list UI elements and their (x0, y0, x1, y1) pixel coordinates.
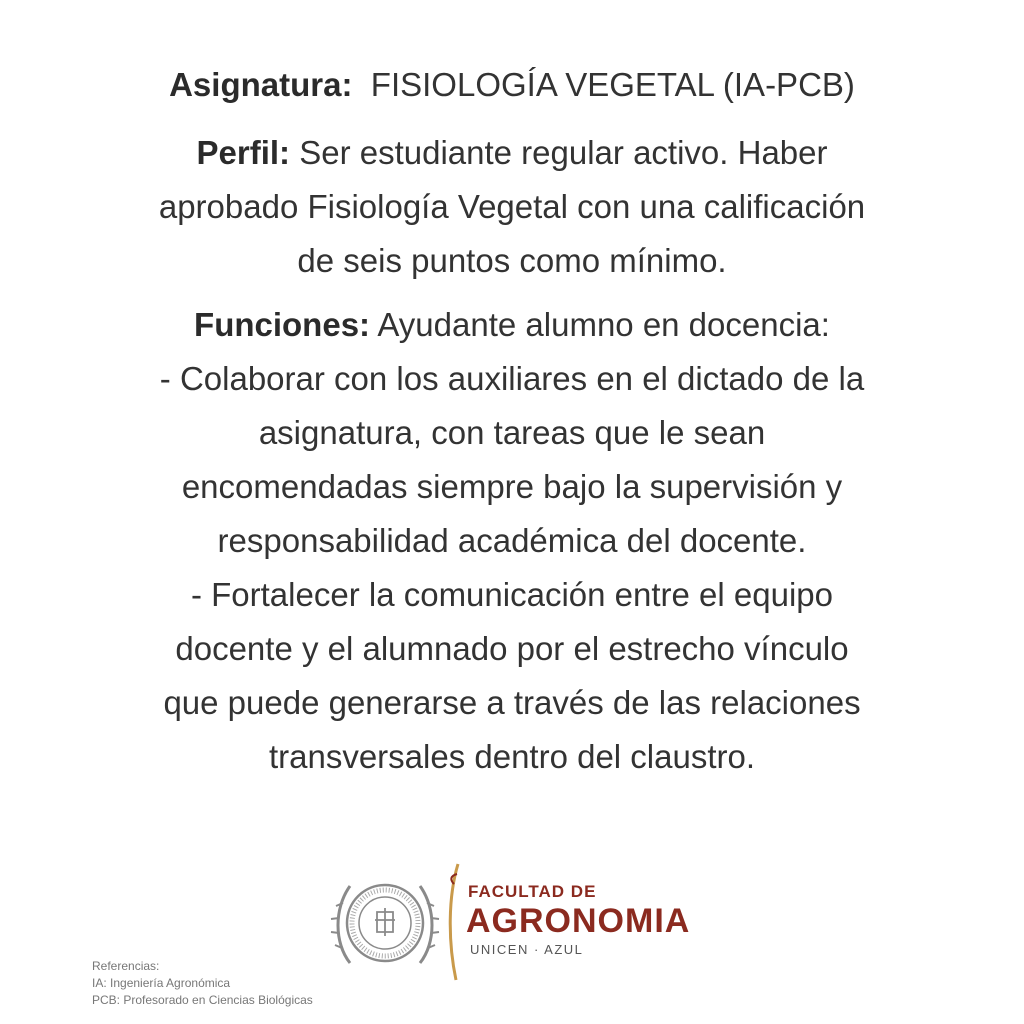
functions-line: - Colaborar con los auxiliares en el dictado de la (159, 360, 865, 397)
faculty-subtitle: UNICEN · AZUL (470, 942, 584, 957)
profile-line: aprobado Fisiología Vegetal con una calificación (158, 188, 866, 225)
reference-item: PCB: Profesorado en Ciencias Biológicas (92, 993, 313, 1007)
references-title: Referencias: (92, 959, 160, 973)
functions-label: Funciones: (194, 306, 371, 343)
profile-label: Perfil: (196, 134, 291, 171)
profile-line: de seis puntos como mínimo. (297, 242, 727, 279)
functions-line: que puede generarse a través de las relaciones (163, 684, 861, 721)
functions-line: docente y el alumnado por el estrecho vínculo (175, 630, 849, 667)
faculty-small-title: FACULTAD DE (468, 882, 597, 901)
functions-line: - Fortalecer la comunicación entre el equipo (190, 576, 833, 613)
functions-paragraph (40, 298, 984, 784)
functions-line: responsabilidad académica del docente. (217, 522, 807, 559)
references (92, 958, 313, 1009)
faculty-big-title: AGRONOMIA (466, 902, 691, 940)
functions-line: encomendadas siempre bajo la supervisión y (181, 468, 843, 505)
subject-line (40, 58, 984, 112)
functions-line: Funciones: Ayudante alumno en docencia: (194, 306, 830, 343)
profile-paragraph (40, 126, 984, 288)
reference-item: IA: Ingeniería Agronómica (92, 976, 231, 990)
subject-value: FISIOLOGÍA VEGETAL (IA-PCB) (370, 66, 855, 103)
subject-label: Asignatura: (169, 66, 353, 103)
faculty-logo (330, 862, 710, 982)
functions-line: asignatura, con tareas que le sean (258, 414, 766, 451)
main-content (40, 58, 984, 794)
functions-line: transversales dentro del claustro. (268, 738, 756, 775)
wheat-stem-icon (448, 862, 462, 982)
profile-line: Perfil: Ser estudiante regular activo. Haber (196, 134, 828, 171)
university-seal-icon (330, 868, 440, 978)
